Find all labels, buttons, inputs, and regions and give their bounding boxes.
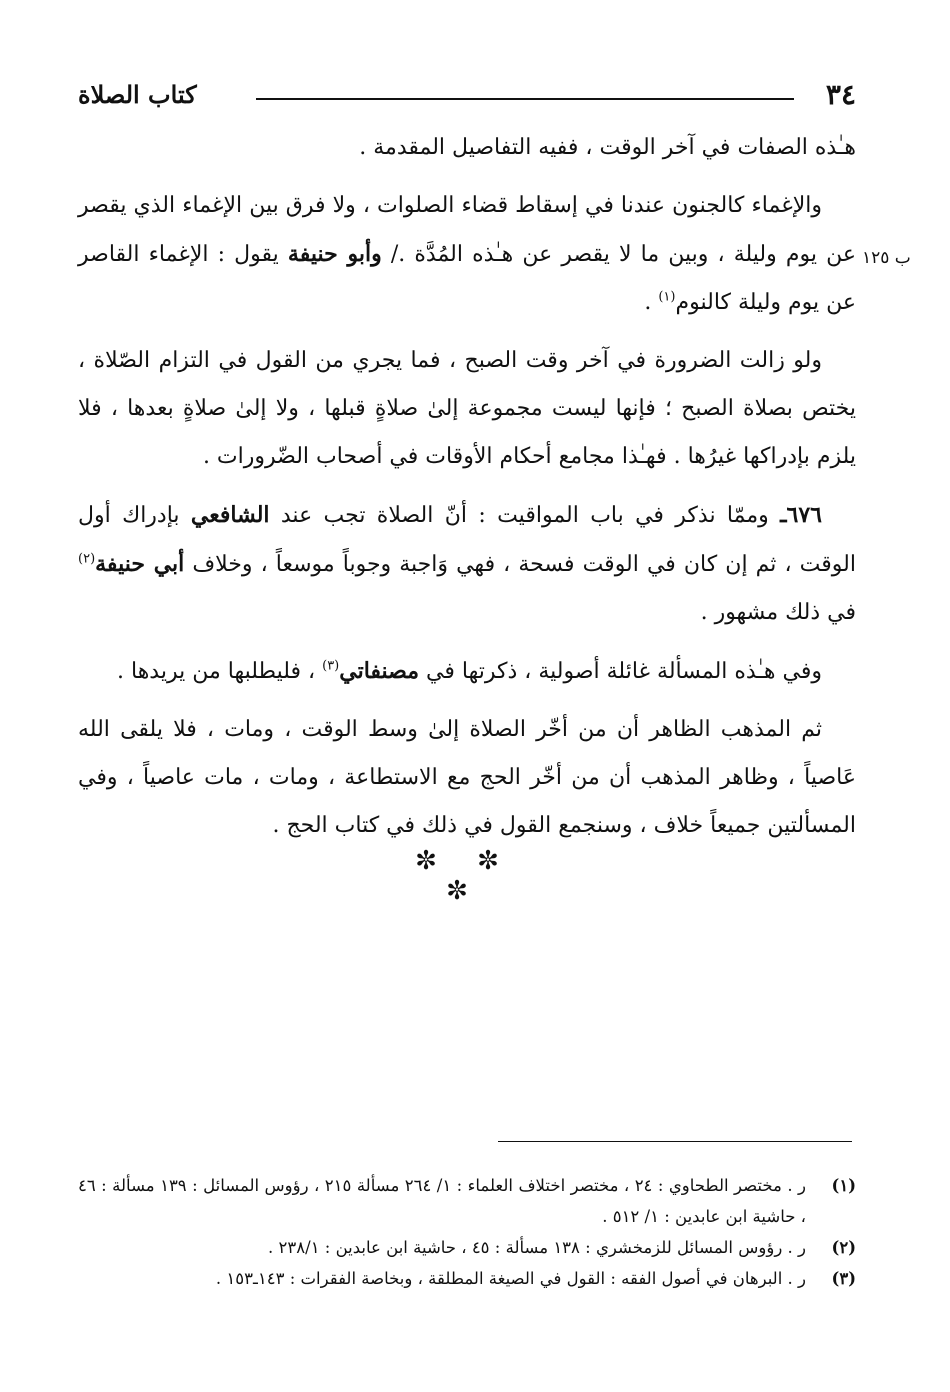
footnote-text: ر . رؤوس المسائل للزمخشري : ١٣٨ مسألة : ٤٥ ، حاشية ابن عابدين : ٢٣٨/١ . [268,1238,806,1257]
section-number: ٦٧٦ـ [780,502,822,528]
paragraph-6 [78,706,856,850]
page-header [78,78,856,114]
paragraph-1-text: هـٰذه الصفات في آخر الوقت ، ففيه التفاصيل المقدمة . [359,135,856,160]
paragraph-1 [78,124,856,172]
header-rule [256,98,794,100]
paragraph-5-text-b: ، فليطلبها من يريدها . [117,659,323,684]
paragraph-5 [78,647,856,696]
name-shafii: الشافعي [190,502,270,528]
footnote-ref-3[interactable]: (٣) [322,658,340,674]
paragraph-4-text-a: وممّا نذكر في باب المواقيت : أنّ الصلاة تجب عند [269,503,781,528]
book-title: كتاب الصلاة [78,80,197,109]
paragraph-2 [78,182,856,327]
footnote-text: ر . البرهان في أصول الفقه : القول في الصيغة المطلقة ، وبخاصة الفقرات : ١٤٣ـ١٥٣ . [215,1269,806,1288]
section-divider-stars: ✼ ✼ ✼ [415,846,515,906]
footnote-number: (١) [831,1176,856,1195]
footnote-number: (٢) [831,1238,856,1257]
footnote-rule [498,1141,852,1142]
paragraph-2-text-c: . [644,290,659,315]
paragraph-5-text-a: وفي هـٰذه المسألة غائلة أصولية ، ذكرتها في [419,659,822,684]
margin-folio-note: ب ١٢٥ [862,248,911,268]
footnote-1 [78,1170,856,1232]
footnote-ref-2[interactable]: (٢) [78,551,96,567]
word-musannafati: مصنفاتي [339,658,420,684]
paragraph-3 [78,337,856,481]
footnotes [78,1170,856,1294]
footnote-text: ر . مختصر الطحاوي : ٢٤ ، مختصر اختلاف العلماء : ١/ ٢٦٤ مسألة ٢١٥ ، رؤوس المسائل : ١٣٩ مسألة : ٤٦ ، حاشية ابن عابدين : ١/ ٥١٢ . [78,1176,806,1226]
footnote-ref-1[interactable]: (١) [658,289,676,305]
footnote-number: (٣) [831,1269,856,1288]
name-abu-hanifa: وأبو حنيفة [287,241,382,267]
page-number: ٣٤ [825,78,856,111]
footnote-3 [78,1263,856,1294]
paragraph-2-text-a: والإغماء كالجنون عندنا في إسقاط قضاء الصلوات ، ولا فرق بين الإغماء الذي يقصر عن يوم وليلة ، وبين ما لا يقصر عن هـٰذه المُدَّة ./ [78,193,856,267]
footnote-2 [78,1232,856,1263]
paragraph-2-text-b: يقول : الإغماء القاصر عن يوم وليلة كالنوم [78,242,856,315]
paragraph-3-text: ولو زالت الضرورة في آخر وقت الصبح ، فما يجري من القول في التزام الصّلاة ، يختص بصلاة الصبح ؛ فإنها ليست مجموعة إلىٰ صلاةٍ قبلها ، ولا إلىٰ صلاةٍ بعدها ، فلا يلزم بإدراكها غيرُها . فهـٰذا مجامع أحكام الأوقات في أصحاب الضّرورات . [78,348,856,469]
paragraph-4-text-c: في ذلك مشهور . [700,600,856,625]
name-abi-hanifa: أبي حنيفة [95,551,185,577]
paragraph-6-text: ثم المذهب الظاهر أن من أخّر الصلاة إلىٰ وسط الوقت ، ومات ، فلا يلقى الله عَاصياً ، وظاهر المذهب أن من أخّر الحج مع الاستطاعة ، ومات ، مات عاصياً ، وفي المسألتين جميعاً خلاف ، وسنجمع القول في ذلك في كتاب الحج . [78,717,856,838]
main-text [78,124,856,860]
paragraph-4 [78,491,856,637]
paragraph-4-text-b: بإدراك أول الوقت ، ثم إن كان في الوقت فسحة ، فهي وَاجبة وجوباً موسعاً ، وخلاف [78,503,856,577]
